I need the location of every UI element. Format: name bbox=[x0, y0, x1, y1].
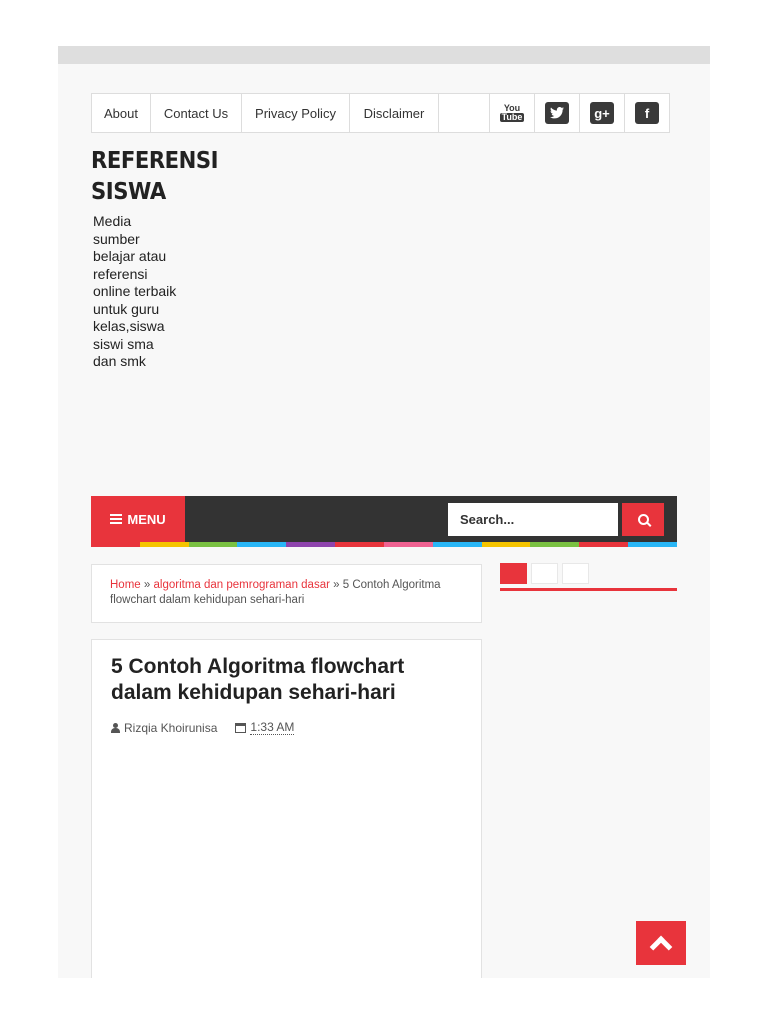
twitter-icon bbox=[545, 102, 569, 124]
twitter-link[interactable] bbox=[534, 93, 580, 133]
top-navigation bbox=[91, 93, 677, 133]
search-icon bbox=[638, 514, 649, 525]
rainbow-segment bbox=[628, 542, 677, 547]
rainbow-segment bbox=[91, 542, 140, 547]
menu-button[interactable] bbox=[91, 496, 185, 542]
nav-link-about[interactable]: About bbox=[91, 93, 151, 133]
menu-button-label: MENU bbox=[127, 511, 166, 527]
site-title[interactable] bbox=[91, 146, 220, 208]
breadcrumb-category[interactable]: algoritma dan pemrograman dasar bbox=[153, 579, 330, 591]
youtube-link[interactable] bbox=[489, 93, 535, 133]
sidebar-tabs bbox=[500, 563, 677, 591]
nav-link-contact-us[interactable]: Contact Us bbox=[150, 93, 242, 133]
top-strip bbox=[58, 46, 710, 64]
breadcrumb-current: 5 Contoh Algoritma flowchart dalam kehidupan sehari-hari bbox=[110, 579, 441, 606]
facebook-icon: f bbox=[635, 102, 659, 124]
post-author[interactable] bbox=[111, 721, 217, 735]
main-navbar bbox=[91, 496, 677, 542]
back-to-top-button[interactable] bbox=[636, 921, 686, 965]
youtube-icon-text-bottom: Tube bbox=[501, 112, 523, 122]
sidebar-tab-2[interactable] bbox=[531, 563, 558, 584]
youtube-icon-text-top: You bbox=[503, 103, 521, 113]
rainbow-segment bbox=[286, 542, 335, 547]
rainbow-segment bbox=[482, 542, 531, 547]
rainbow-segment bbox=[189, 542, 238, 547]
user-icon bbox=[111, 723, 120, 733]
youtube-icon bbox=[500, 102, 524, 124]
site-title-line1: REFERENSI bbox=[91, 148, 219, 174]
rainbow-divider bbox=[91, 542, 677, 547]
post-author-name: Rizqia Khoirunisa bbox=[124, 720, 218, 735]
nav-link-disclaimer[interactable]: Disclaimer bbox=[349, 93, 439, 133]
search-button[interactable] bbox=[622, 503, 664, 536]
nav-link-privacy-policy[interactable]: Privacy Policy bbox=[241, 93, 350, 133]
chevron-up-icon bbox=[650, 936, 673, 959]
post-meta bbox=[111, 720, 294, 735]
breadcrumb-separator: » bbox=[143, 579, 151, 591]
google-plus-link[interactable] bbox=[579, 93, 625, 133]
sidebar-tab-1[interactable] bbox=[500, 563, 527, 584]
site-title-line2: SISWA bbox=[91, 179, 166, 205]
nav-blank-cell bbox=[438, 93, 490, 133]
post-time: 1:33 AM bbox=[250, 720, 295, 734]
post-date bbox=[235, 720, 294, 735]
breadcrumb bbox=[91, 564, 482, 623]
rainbow-segment bbox=[433, 542, 482, 547]
rainbow-segment bbox=[579, 542, 628, 547]
calendar-icon bbox=[235, 723, 246, 733]
page-container bbox=[58, 64, 710, 978]
post-title: 5 Contoh Algoritma flowchart dalam kehidupan sehari-hari bbox=[111, 655, 405, 704]
rainbow-segment bbox=[530, 542, 579, 547]
rainbow-segment bbox=[384, 542, 433, 547]
site-tagline: Media sumber belajar atau referensi online terbaik untuk guru kelas,siswa siswi sma dan smk bbox=[93, 213, 177, 369]
breadcrumb-separator: » bbox=[333, 579, 340, 591]
rainbow-segment bbox=[237, 542, 286, 547]
search-input[interactable] bbox=[448, 503, 618, 536]
post-article bbox=[91, 639, 482, 978]
breadcrumb-home[interactable]: Home bbox=[110, 579, 141, 591]
rainbow-segment bbox=[140, 542, 189, 547]
list-icon bbox=[110, 514, 122, 524]
sidebar-tab-3[interactable] bbox=[562, 563, 589, 584]
google-plus-icon: g+ bbox=[590, 102, 614, 124]
facebook-link[interactable] bbox=[624, 93, 670, 133]
rainbow-segment bbox=[335, 542, 384, 547]
